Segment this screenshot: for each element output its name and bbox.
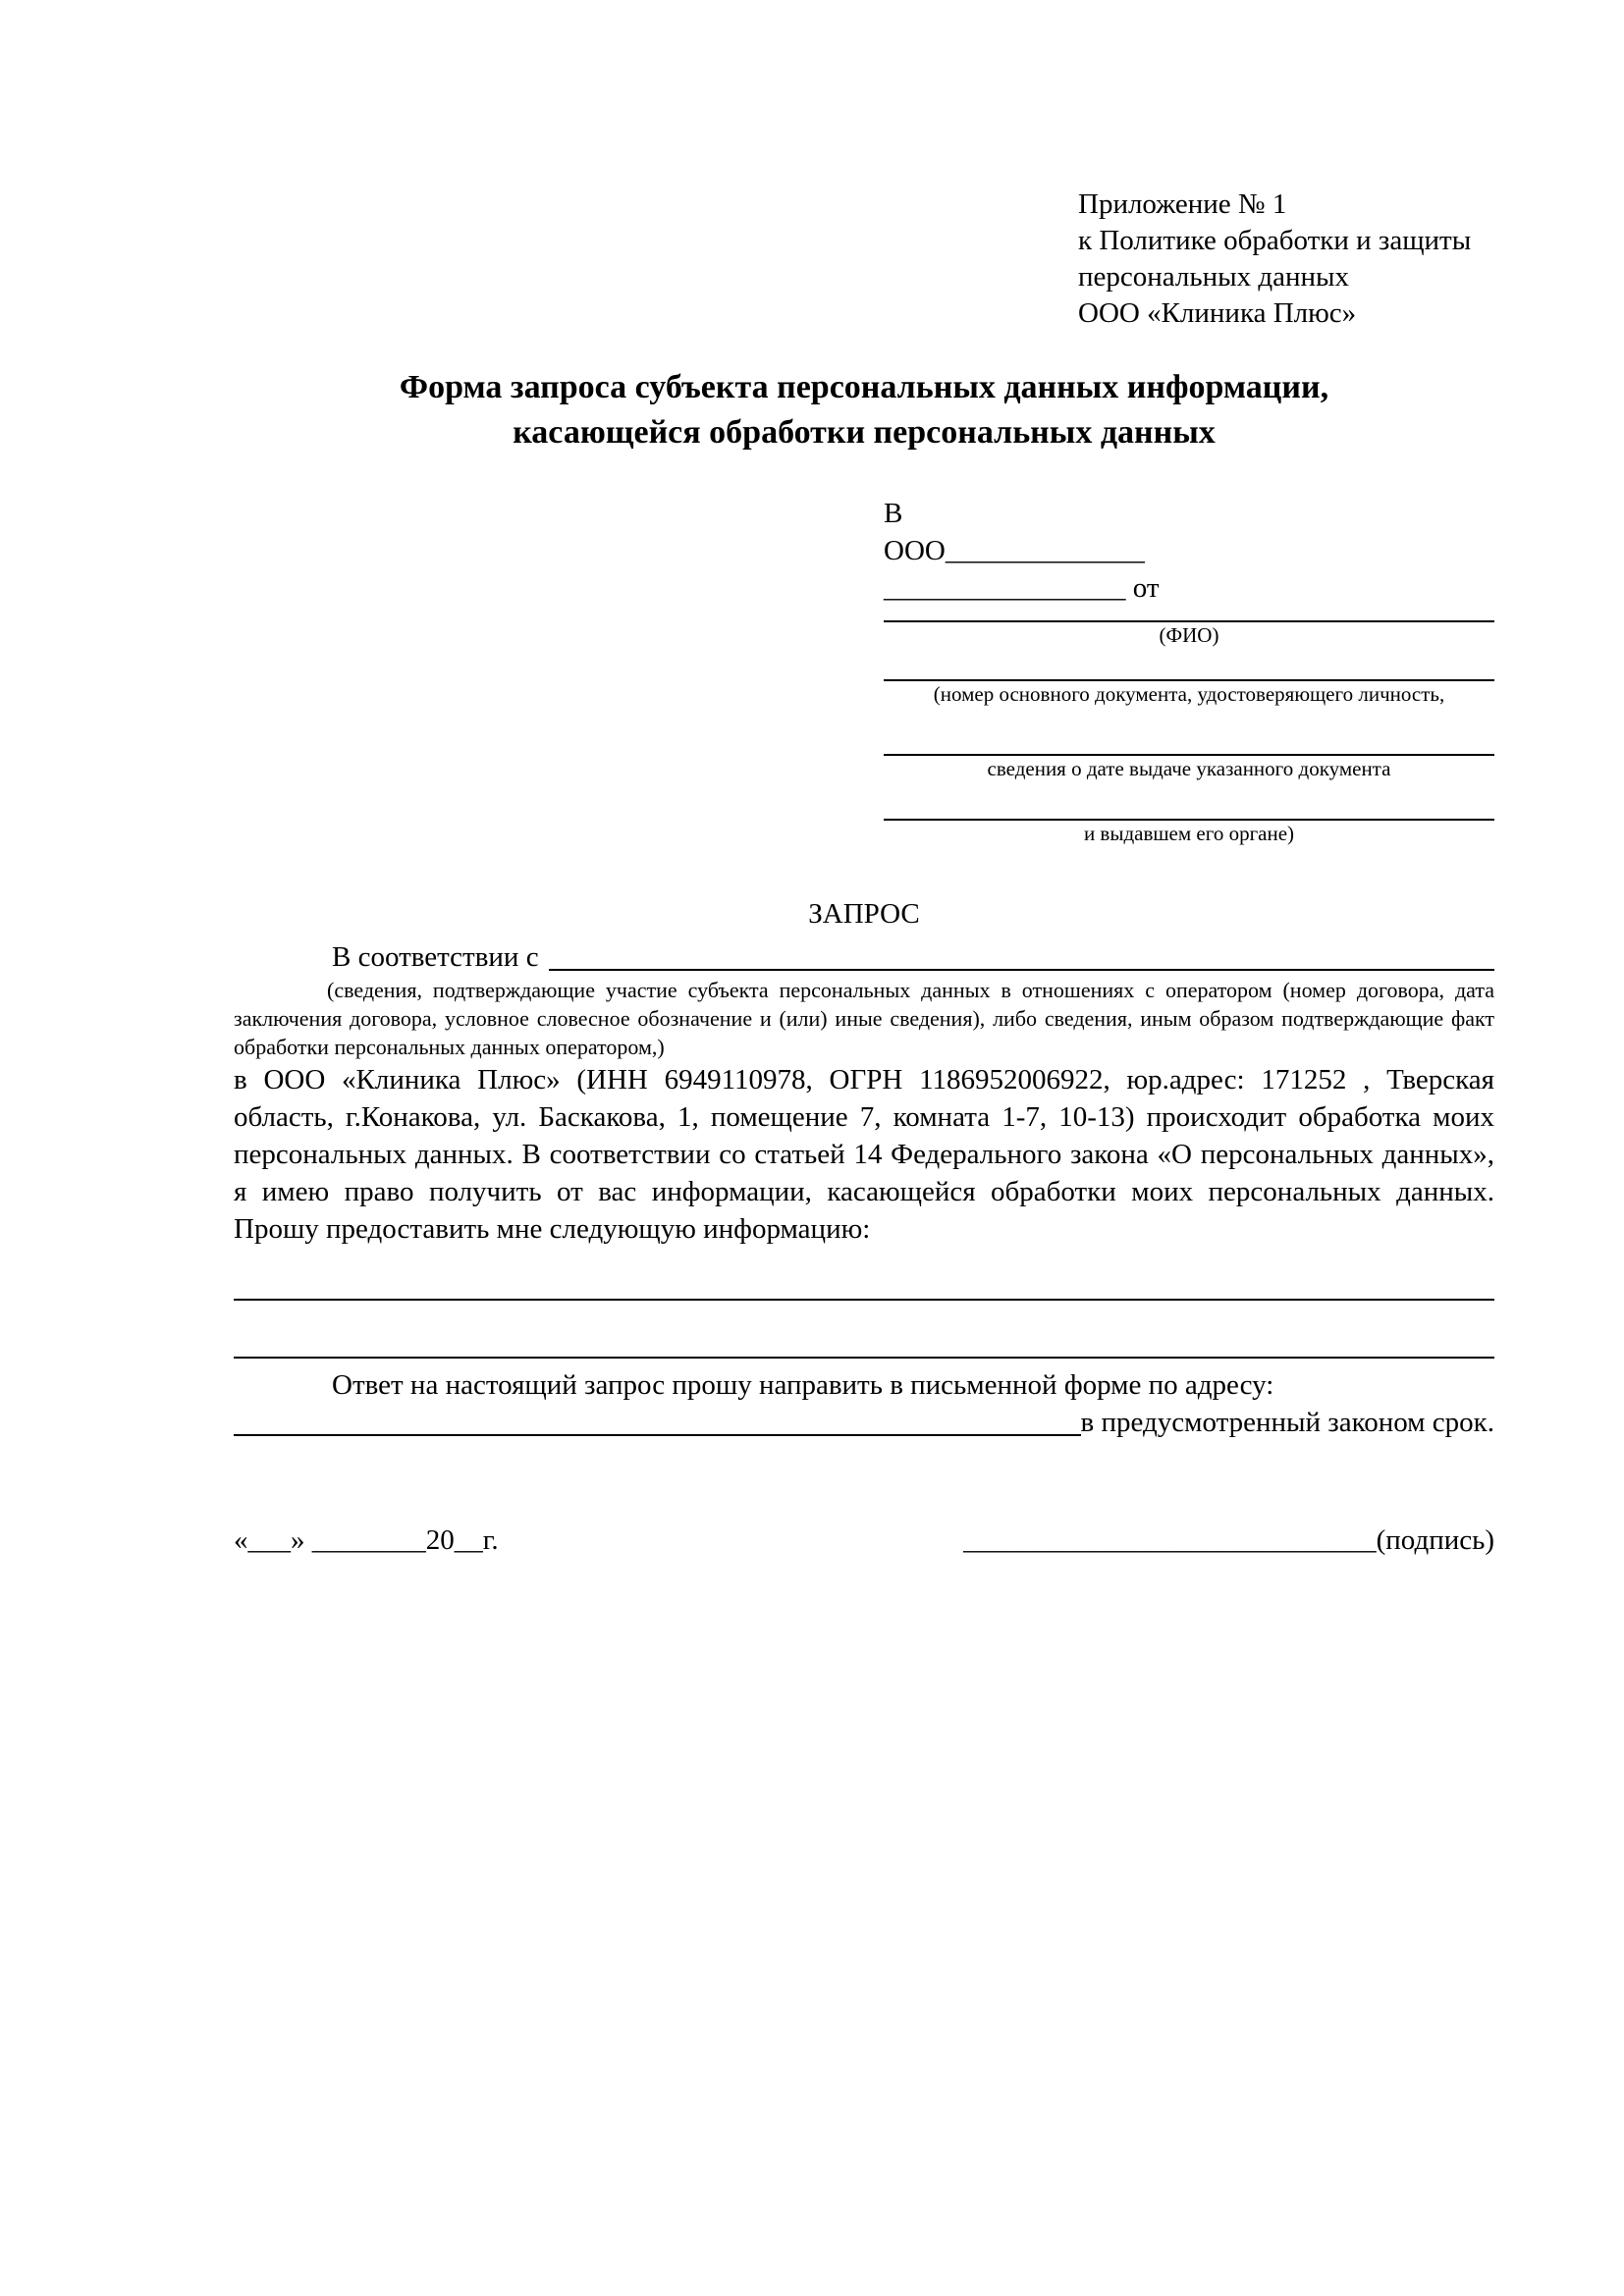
appendix-policy-line: к Политике обработки и защиты	[1078, 225, 1472, 256]
accordance-blank-line	[549, 969, 1494, 971]
reply-address-blank-line	[234, 1434, 1081, 1436]
issuing-organ-blank-line	[884, 781, 1494, 821]
footer-row	[234, 1522, 1494, 1559]
fio-label: (ФИО)	[1159, 623, 1219, 647]
issuing-organ-label: и выдавшем его органе)	[1083, 822, 1295, 845]
document-title-line-1: Форма запроса субъекта персональных данных информации,	[399, 369, 1329, 405]
appendix-policy-line-2: персональных данных	[1078, 261, 1350, 293]
signature-label: (подпись)	[1376, 1524, 1494, 1556]
document-content	[234, 0, 1494, 1559]
signature-group	[963, 1522, 1494, 1559]
issue-date-blank-line	[884, 707, 1494, 756]
appendix-header-block	[1078, 187, 1494, 332]
information-blank-line-1	[234, 1299, 1494, 1301]
information-blank-line-2	[234, 1357, 1494, 1359]
appendix-number-line: Приложение № 1	[1078, 188, 1287, 220]
addressee-from-line: _________________ от	[884, 572, 1160, 604]
document-title-line-2: касающейся обработки персональных данных	[513, 414, 1216, 451]
addressee-v-line: В	[884, 498, 903, 529]
signature-blank-line: _____________________________	[963, 1524, 1377, 1556]
document-title	[234, 365, 1494, 455]
footnote-paragraph: (сведения, подтверждающие участие субъекта персональных данных в отношениях с оператором (номер договора, дата заключения договора, условное словесное обозначение и (или) иные сведения), либо сведения, иным образом подтверждающие факт обработки персональных данных оператором,)	[234, 978, 1494, 1059]
reply-paragraph: Ответ на настоящий запрос прошу направить в письменной форме по адресу:	[332, 1369, 1274, 1401]
fio-blank-line	[884, 607, 1494, 622]
reply-address-line	[234, 1404, 1494, 1441]
issue-date-label: сведения о дате выдаче указанного документа	[987, 757, 1391, 780]
appendix-company-line: ООО «Клиника Плюс»	[1078, 297, 1357, 329]
addressee-block	[884, 495, 1494, 846]
addressee-ooo-line: ООО______________	[884, 535, 1145, 566]
date-fill-line: «___» ________20__г.	[234, 1524, 499, 1556]
identity-document-label: (номер основного документа, удостоверяющего личность,	[933, 682, 1445, 706]
accordance-prefix: В соответствии с	[332, 941, 539, 973]
accordance-line	[234, 938, 1494, 976]
request-heading: ЗАПРОС	[808, 898, 920, 930]
request-body-paragraph: в ООО «Клиника Плюс» (ИНН 6949110978, ОГРН 1186952006922, юр.адрес: 171252 , Тверская область, г.Конакова, ул. Баскакова, 1, помещение 7, комната 1-7, 10-13) происходит обработка моих персональных данных. В соответствии со статьей 14 Федерального закона «О персональных данных», я имею право получить от вас информации, касающейся обработки моих персональных данных. Прошу предоставить мне следующую информацию:	[234, 1064, 1494, 1245]
reply-address-suffix: в предусмотренный законом срок.	[1080, 1407, 1494, 1438]
identity-document-blank-line	[884, 648, 1494, 681]
